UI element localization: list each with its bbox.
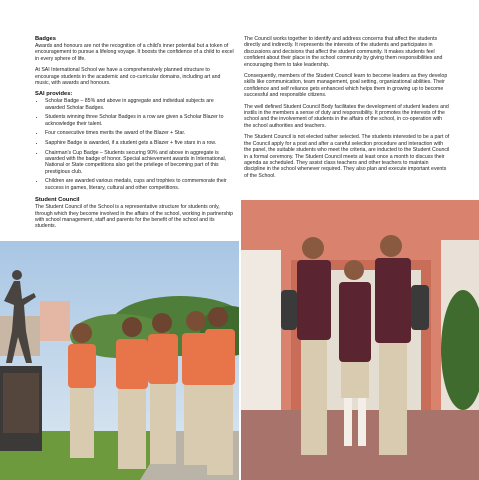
council-paragraph-4: The Student Council is not elected rather selected. The students interested to be a part of the Council apply for a post and after a careful selection procedure and interaction with the panel, the suitable students who meet the criteria, are inducted to the Student Council in a formal ceremony. The Student Council meets at least once a month to discuss their agenda as scheduled. They assist class teachers and other teachers to maintain discipline in the school whenever required. They also plan and execute important events of the School. bbox=[244, 134, 450, 179]
student-council-photo bbox=[241, 200, 479, 480]
list-item: • Scholar Badge – 85% and above in aggregate and individual subjects are awarded Scholar Badges. bbox=[45, 98, 235, 111]
council-paragraph-3: The well defined Student Council Body facilitates the development of student leaders and instils in the members a sense of duty and responsibility. It promotes the interests of the school and the involvement of students in the affairs of the school, in co-operation with the school authorities and teachers. bbox=[244, 103, 449, 129]
student-figure bbox=[116, 317, 148, 469]
student-figure bbox=[148, 313, 178, 464]
student-figure bbox=[68, 323, 96, 458]
student-council-illustration bbox=[241, 200, 479, 480]
student-council-paragraph: The Student Council of the School is a representative structure for students only, through which they become involved in the affairs of the school, working in partnership with school management, staff and parents for the benefit of the school and its students. bbox=[35, 204, 234, 230]
council-paragraph-1: The Council works together to identify and address concerns that affect the students directly and indirectly. It represents the interests of the students and participates in discussions and decisions that affect the student community. It makes students feel confident about their place in the school community by giving them responsibilities and encouraging them to take leadership. bbox=[244, 36, 443, 68]
list-item: • Chairman's Cup Badge – Students securing 90% and above in aggregate is awarded with the badge of honor. Special achievement awards in International, National or State competitions also get the privilege of becoming part of this prestigious club. bbox=[45, 150, 235, 176]
list-item: • Sapphire Badge is awarded, if a student gets a Blazer + five stars in a row. bbox=[45, 140, 235, 146]
badges-heading: Badges bbox=[35, 36, 56, 42]
student-figure bbox=[205, 307, 235, 475]
students-outdoor-photo bbox=[0, 241, 239, 480]
provides-list bbox=[35, 98, 235, 191]
council-paragraph-2: Consequently, members of the Student Council learn to become leaders as they develop skills like communication, team management, goal setting, organizational abilities. Their confidence and self reliance gets enhanced which helps them in growing up to become successful and responsible citizens. bbox=[244, 73, 448, 99]
sai-paragraph: At SAI International School we have a comprehensively planned structure to encourage students in the academic and co-curricular domains, including art and music, with awards and honours. bbox=[35, 67, 221, 87]
badges-intro: Awards and honours are not the recognition of a child's inner potential but a token of encouragement to pursue a lifelong voyage. It boosts the confidence of a child to excel in every sphere of life. bbox=[35, 43, 234, 62]
right-text-column bbox=[244, 36, 450, 184]
student-council-heading: Student Council bbox=[35, 197, 80, 204]
provides-heading: SAI provides: bbox=[35, 91, 73, 98]
list-item: • Students winning three Scholar Badges in a row are given a Scholar Blazer to acknowledge their talent. bbox=[45, 114, 235, 127]
list-item: • Four consecutive times merits the award of the Blazer + Star. bbox=[45, 130, 235, 136]
left-text-column bbox=[35, 36, 235, 235]
students-group bbox=[0, 241, 239, 480]
list-item: • Children are awarded various medals, cups and trophies to commemorate their success in games, literary, cultural and other competitions. bbox=[45, 178, 235, 191]
